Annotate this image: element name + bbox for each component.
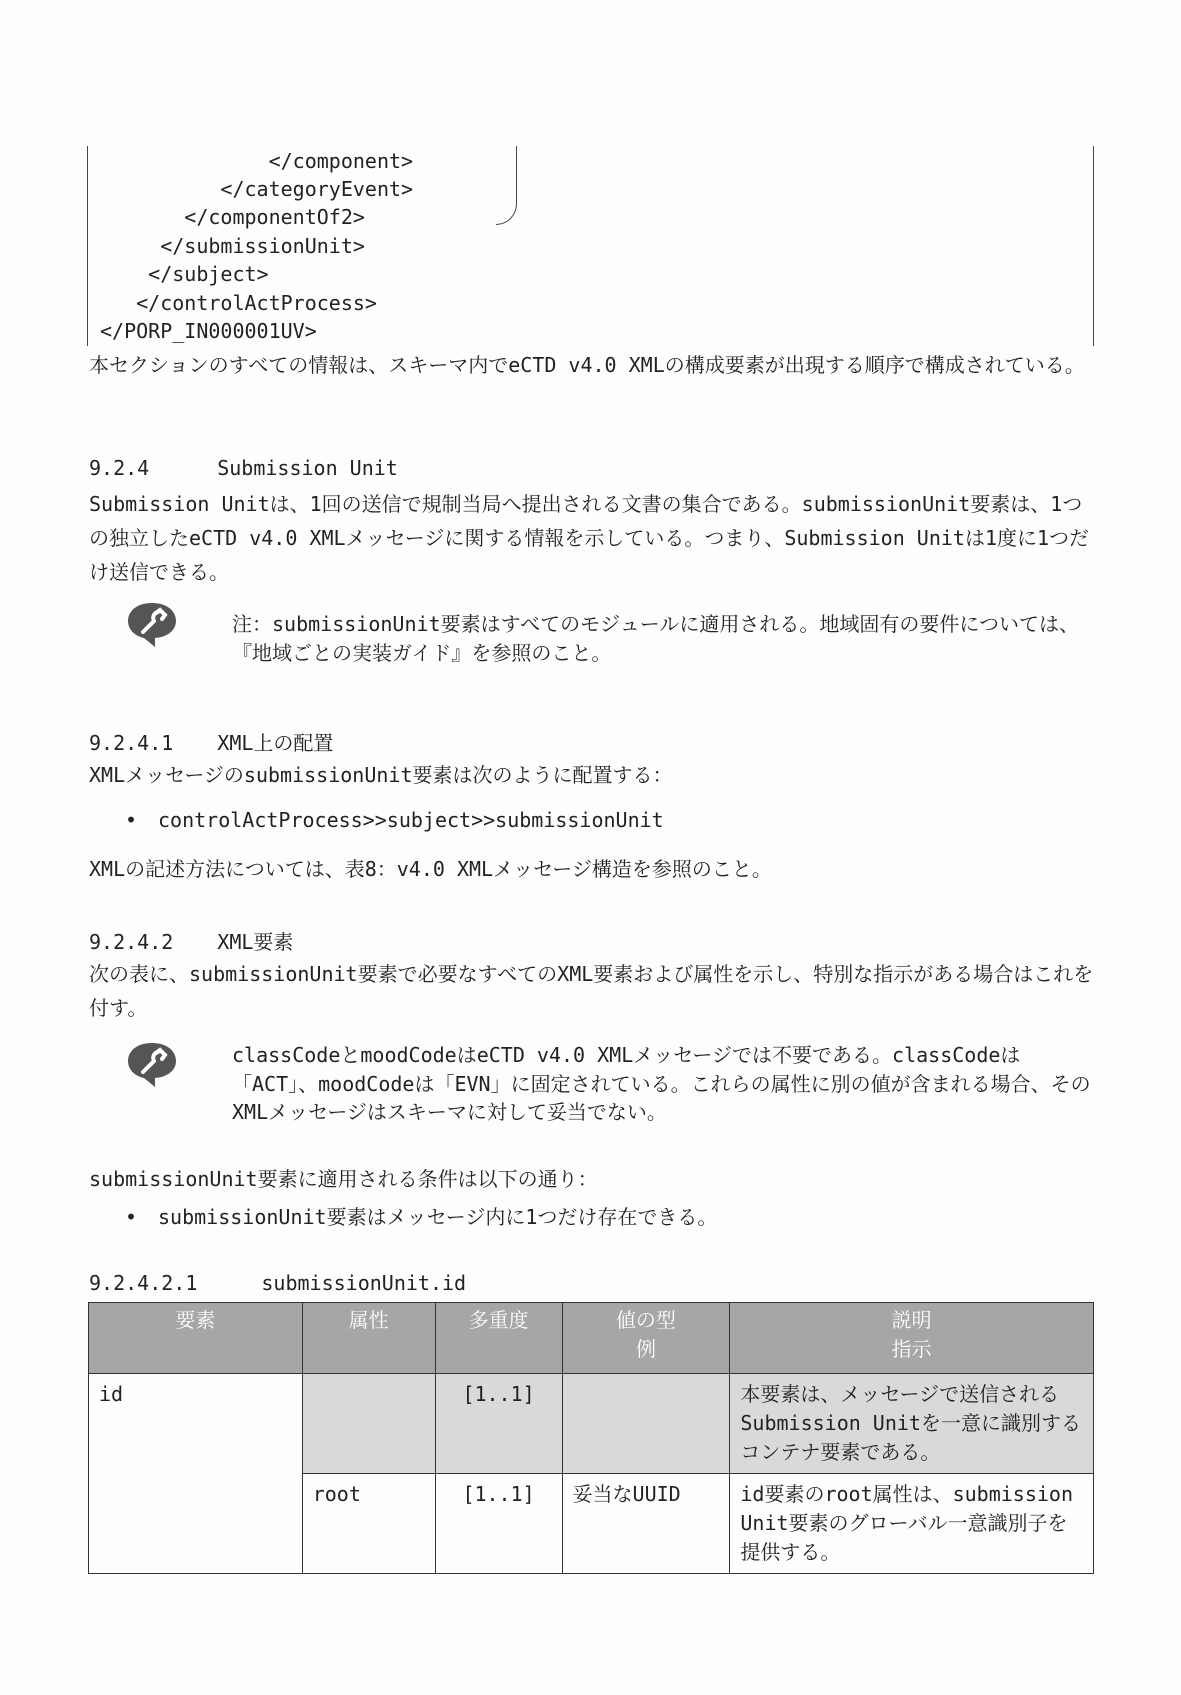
code-line: </submissionUnit> bbox=[100, 234, 365, 258]
bullet-text: submissionUnit要素はメッセージ内に1つだけ存在できる。 bbox=[158, 1205, 718, 1229]
cell-value: 妥当なUUID bbox=[562, 1474, 730, 1574]
section-title: XML上の配置 bbox=[217, 731, 334, 755]
bullet-item bbox=[125, 808, 664, 832]
header-value-example: 例 bbox=[635, 1337, 656, 1361]
code-line: </controlActProcess> bbox=[100, 291, 377, 315]
header-value bbox=[562, 1303, 730, 1374]
cell-attribute: root bbox=[302, 1474, 435, 1574]
submission-unit-id-table bbox=[88, 1302, 1094, 1574]
code-line: </subject> bbox=[100, 262, 269, 286]
section-heading-9-2-4-2 bbox=[89, 926, 293, 955]
section-number: 9.2.4.2.1 bbox=[89, 1271, 198, 1295]
bullet-text: controlActProcess>>subject>>submissionUnit bbox=[158, 808, 664, 832]
header-element: 要素 bbox=[89, 1303, 303, 1374]
table-row bbox=[89, 1374, 1094, 1474]
table-header-row bbox=[89, 1303, 1094, 1374]
intro-paragraph: 本セクションのすべての情報は、スキーマ内でeCTD v4.0 XMLの構成要素が出現する順序で構成されている。 bbox=[89, 353, 1085, 377]
header-attribute: 属性 bbox=[302, 1303, 435, 1374]
section-heading-9-2-4-2-1 bbox=[89, 1271, 466, 1295]
section-heading-9-2-4 bbox=[89, 456, 398, 480]
section-body: Submission Unitは、1回の送信で規制当局へ提出される文書の集合である。submissionUnit要素は、1つの独立したeCTD v4.0 XMLメッセージに関する情報を示している。つまり、Submission Unitは1度に1つだけ送信できる。 bbox=[89, 492, 1090, 584]
conditions-intro: submissionUnit要素に適用される条件は以下の通り： bbox=[89, 1167, 598, 1191]
code-brace-decoration bbox=[496, 146, 517, 225]
header-instruction-label: 指示 bbox=[891, 1337, 932, 1361]
cell-description: 本要素は、メッセージで送信されるSubmission Unitを一意に識別するコンテナ要素である。 bbox=[730, 1374, 1094, 1474]
code-line: </categoryEvent> bbox=[100, 177, 414, 201]
header-cardinality: 多重度 bbox=[435, 1303, 562, 1374]
section-body: 次の表に、submissionUnit要素で必要なすべてのXML要素および属性を示し、特別な指示がある場合はこれを付す。 bbox=[89, 962, 1094, 1020]
code-line: </component> bbox=[100, 149, 414, 173]
code-line: </PORP_IN000001UV> bbox=[100, 319, 317, 343]
section-number: 9.2.4.1 bbox=[89, 731, 174, 755]
cell-attribute bbox=[302, 1374, 435, 1474]
cell-cardinality: [1..1] bbox=[435, 1374, 562, 1474]
section-title: submissionUnit.id bbox=[261, 1271, 467, 1295]
cell-element: id bbox=[89, 1374, 303, 1574]
header-description bbox=[730, 1303, 1094, 1374]
section-title: XML要素 bbox=[217, 930, 294, 954]
cell-cardinality: [1..1] bbox=[435, 1474, 562, 1574]
section-number: 9.2.4.2 bbox=[89, 930, 174, 954]
cell-description: id要素のroot属性は、submission Unit要素のグローバル一意識別子を提供する。 bbox=[730, 1474, 1094, 1574]
note-text: 注：submissionUnit要素はすべてのモジュールに適用される。地域固有の要件については、『地域ごとの実装ガイド』を参照のこと。 bbox=[232, 612, 1079, 665]
wrench-speech-bubble-icon bbox=[125, 1040, 179, 1088]
bullet-item bbox=[125, 1201, 717, 1230]
code-line: </componentOf2> bbox=[100, 205, 365, 229]
section-body: XMLメッセージのsubmissionUnit要素は次のように配置する： bbox=[89, 763, 673, 787]
section-number: 9.2.4 bbox=[89, 456, 150, 480]
wrench-speech-bubble-icon bbox=[125, 600, 179, 648]
bullet-dot-icon: • bbox=[125, 1205, 138, 1229]
header-description-label: 説明 bbox=[891, 1308, 932, 1332]
section-heading-9-2-4-1 bbox=[89, 727, 333, 756]
header-value-type: 値の型 bbox=[615, 1308, 676, 1332]
section-title: Submission Unit bbox=[217, 456, 398, 480]
section-footer-text: XMLの記述方法については、表8：v4.0 XMLメッセージ構造を参照のこと。 bbox=[89, 857, 772, 881]
cell-value bbox=[562, 1374, 730, 1474]
note-text: classCodeとmoodCodeはeCTD v4.0 XMLメッセージでは不要である。classCodeは「ACT」、moodCodeは「EVN」に固定されている。これらの属性に別の値が含まれる場合、そのXMLメッセージはスキーマに対して妥当でない。 bbox=[232, 1043, 1091, 1124]
bullet-dot-icon: • bbox=[125, 808, 138, 832]
